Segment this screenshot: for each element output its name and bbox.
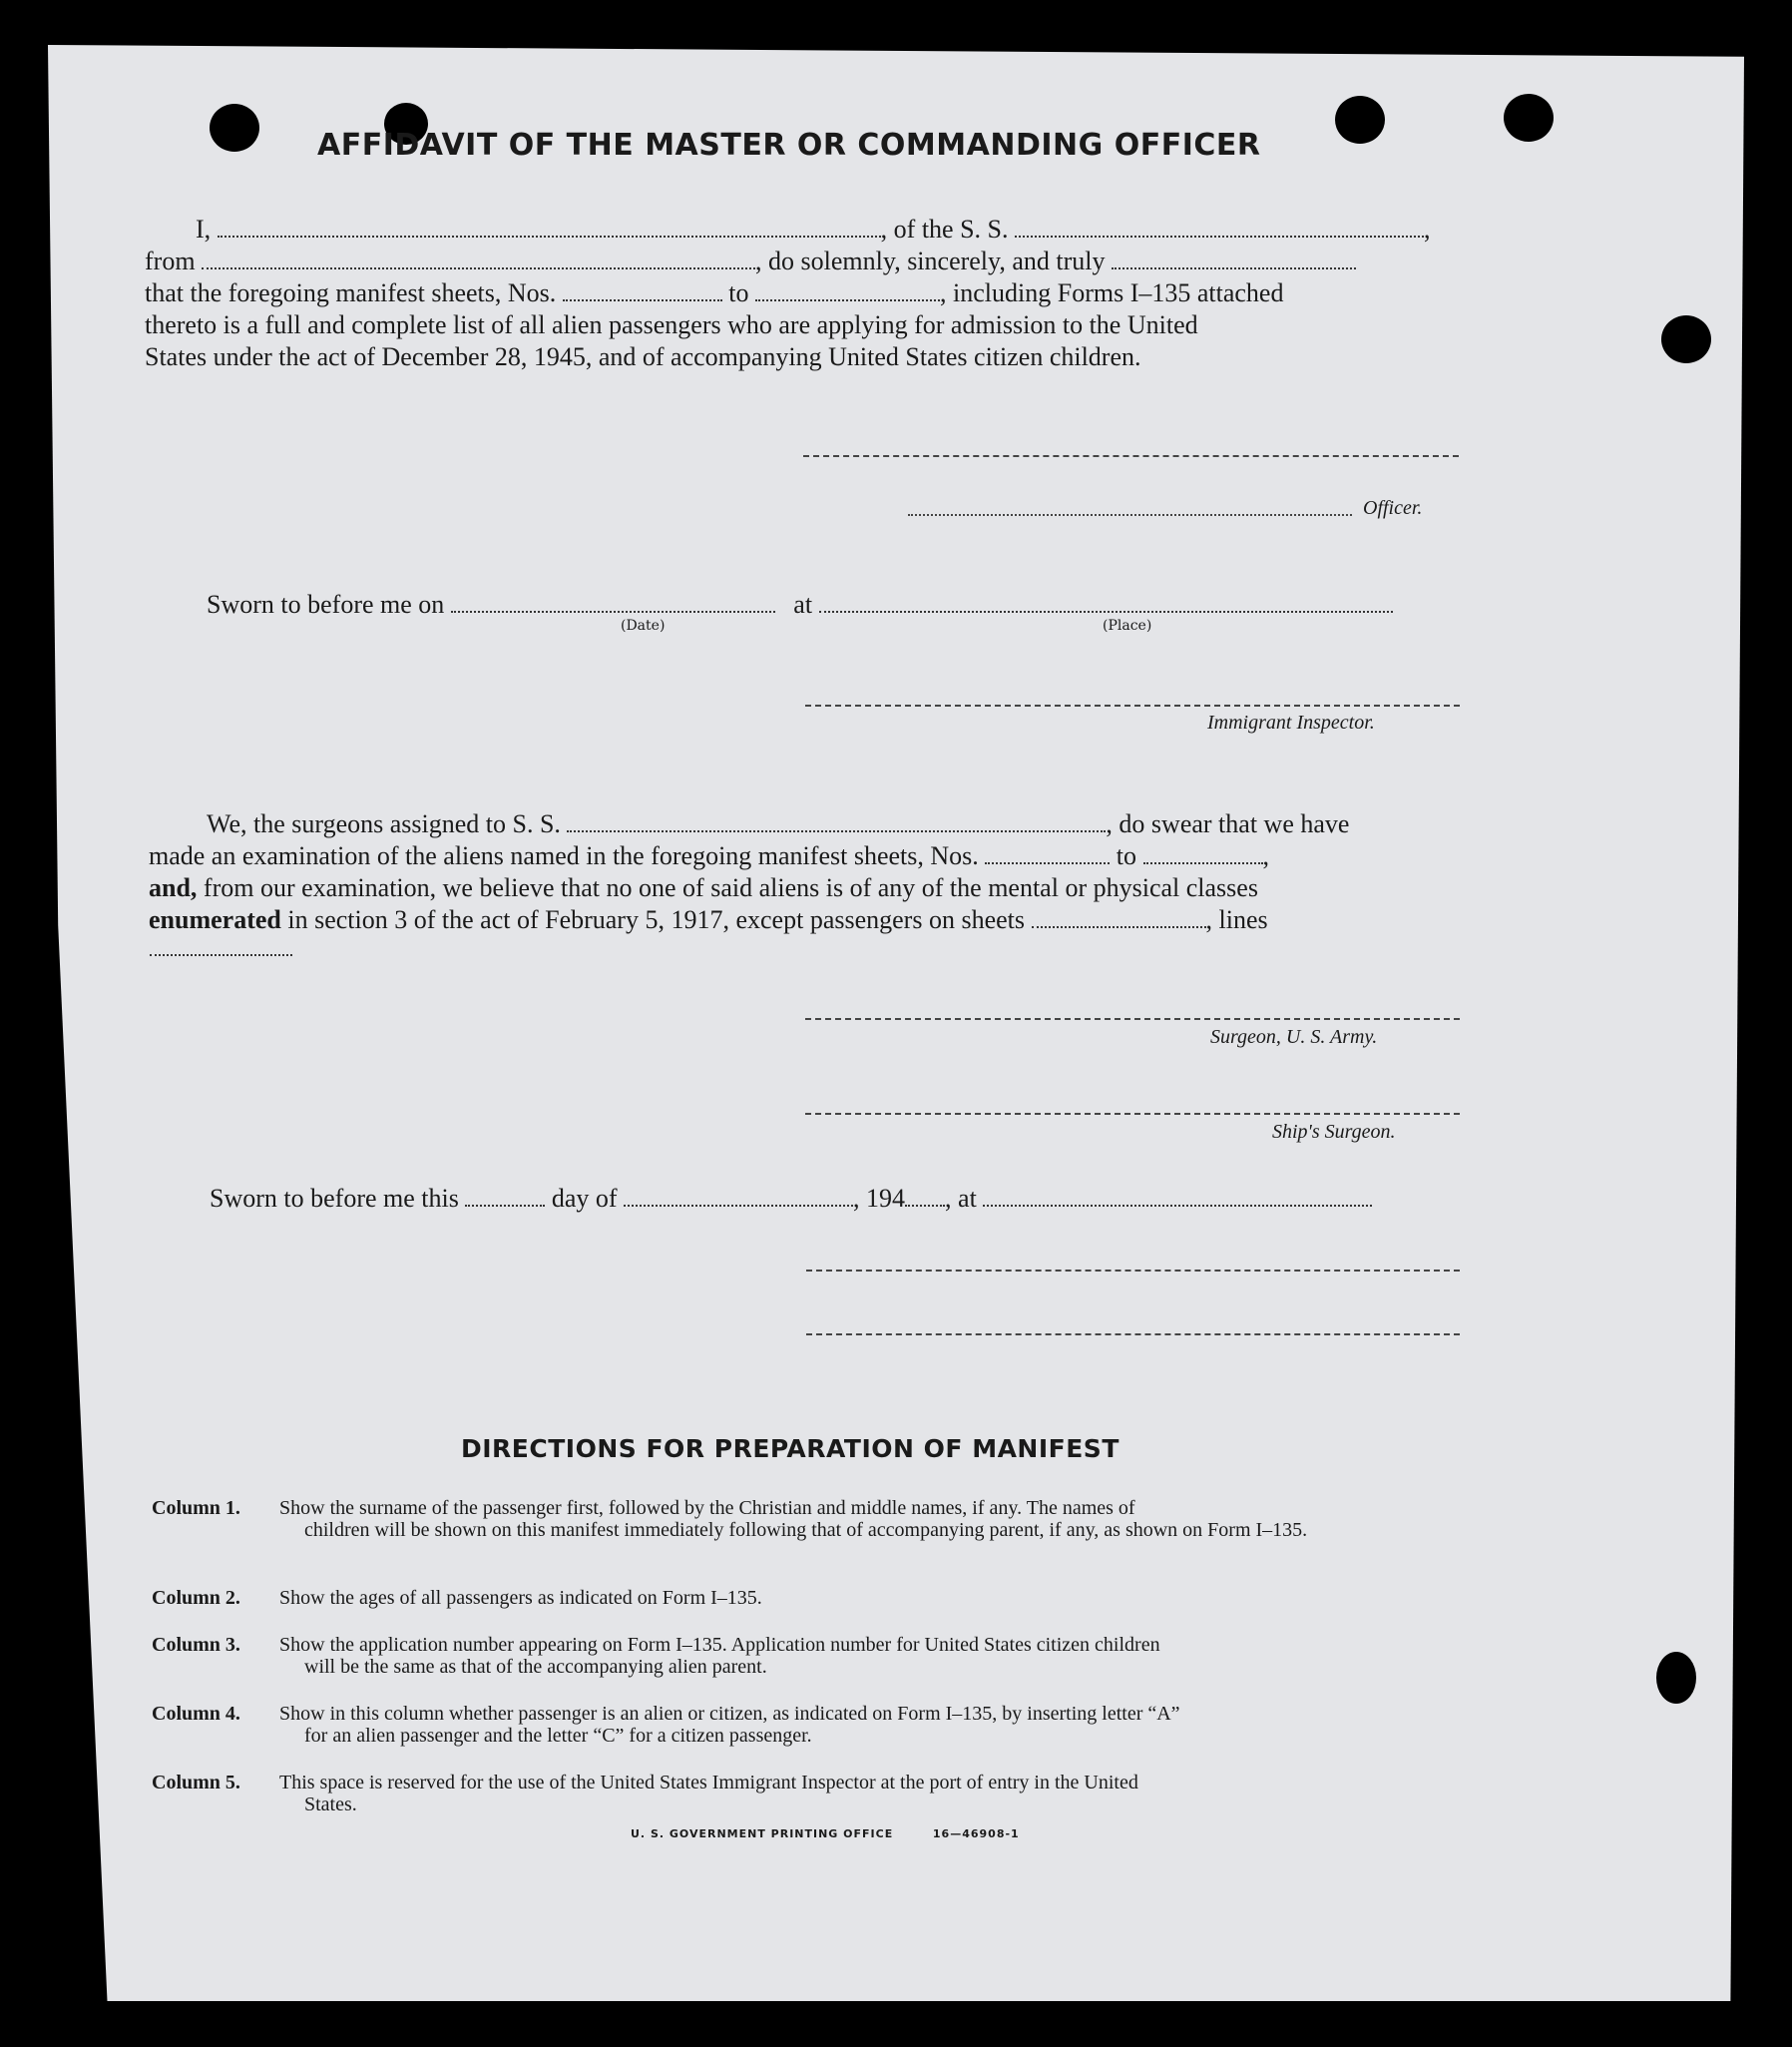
sworn-place-field[interactable] (819, 589, 1393, 613)
column-5-rest: States. (304, 1793, 357, 1815)
form-code: 16—46908-1 (932, 1827, 1020, 1840)
column-1-first-line: Show the surname of the passenger first, followed by the Christian and middle names, if any. The names of (279, 1497, 1135, 1519)
punch-hole-top-far-right (1504, 94, 1554, 142)
date-caption: (Date) (621, 618, 666, 634)
column-5-text (279, 1772, 1462, 1815)
sworn-date-field[interactable] (451, 589, 775, 613)
column-4-label: Column 4. (152, 1703, 240, 1725)
column-4-rest: for an alien passenger and the letter “C” for a citizen passenger. (304, 1725, 812, 1747)
column-5-label: Column 5. (152, 1772, 240, 1793)
column-4-text (279, 1703, 1462, 1747)
column-3-text (279, 1634, 1462, 1678)
column-3-rest: will be the same as that of the accompanying alien parent. (304, 1656, 767, 1678)
sworn2-day-of: day of (551, 1184, 618, 1213)
column-1-rest: children will be shown on this manifest immediately following that of accompanying parent, if any, as shown on Form I–135. (304, 1519, 1308, 1541)
surgeons-line4-rest: in section 3 of the act of February 5, 1917, except passengers on sheets (287, 905, 1025, 934)
directions-title: DIRECTIONS FOR PREPARATION OF MANIFEST (461, 1434, 1120, 1463)
ship-name-field[interactable] (1015, 214, 1424, 238)
sworn1-start: Sworn to before me on (207, 590, 445, 619)
surgeons-sheets-to-field[interactable] (1143, 840, 1263, 864)
column-2-label: Column 2. (152, 1587, 240, 1609)
army-surgeon-caption: Surgeon, U. S. Army. (1210, 1026, 1378, 1048)
column-2-first-line: Show the ages of all passengers as indicated on Form I–135. (279, 1587, 762, 1609)
affidavit-line-2 (145, 246, 1356, 277)
surgeons-line3-rest: from our examination, we believe that no one of said aliens is of any of the mental or physical classes (203, 873, 1258, 902)
sworn-statement-1 (207, 589, 1393, 621)
sworn2-start: Sworn to before me this (210, 1184, 459, 1213)
sworn2-signature-line-1[interactable] (806, 1270, 1460, 1272)
affidavit-line-1 (196, 214, 1431, 246)
printer-imprint (631, 1827, 1020, 1840)
surgeons-line2-to: to (1116, 841, 1136, 870)
sworn-statement-2 (210, 1183, 1372, 1215)
officer-title-line[interactable] (908, 514, 1352, 516)
surgeons-line-2 (149, 840, 1269, 872)
master-name-field[interactable] (218, 214, 881, 238)
column-3-first-line: Show the application number appearing on Form I–135. Application number for United States citizen children (279, 1634, 1160, 1656)
affidavit-line1-start: I, (196, 215, 212, 244)
column-4-first-line: Show in this column whether passenger is an alien or citizen, as indicated on Form I–135, by inserting letter “A” (279, 1703, 1180, 1725)
place-caption: (Place) (1103, 618, 1152, 634)
surgeons-line-3 (149, 872, 1258, 904)
inspector-signature-line[interactable] (805, 705, 1460, 707)
column-3-label: Column 3. (152, 1634, 240, 1656)
affidavit-line-4: thereto is a full and complete list of all alien passengers who are applying for admission to the United (145, 310, 1198, 339)
affidavit-line3-to: to (728, 278, 749, 307)
ship-surgeon-signature-line[interactable] (805, 1113, 1460, 1115)
surgeons-line1-end: , do swear that we have (1106, 809, 1350, 838)
column-1-label: Column 1. (152, 1497, 240, 1519)
sheets-to-field[interactable] (755, 277, 940, 301)
sworn2-at: , at (945, 1184, 977, 1213)
surgeons-line2-end: , (1262, 841, 1269, 870)
truly-field[interactable] (1112, 246, 1356, 269)
sworn-month-field[interactable] (624, 1183, 853, 1207)
master-signature-line[interactable] (803, 455, 1459, 457)
punch-hole-right-lower (1656, 1652, 1696, 1704)
surgeons-ship-field[interactable] (567, 808, 1106, 832)
sworn1-at: at (793, 590, 813, 619)
punch-hole-top-left (210, 104, 259, 152)
surgeons-line4-bold: enumerated (149, 905, 281, 934)
sworn2-signature-line-2[interactable] (806, 1333, 1460, 1335)
column-2-text (279, 1587, 1462, 1609)
sworn2-place-field[interactable] (983, 1183, 1372, 1207)
column-5-first-line: This space is reserved for the use of the United States Immigrant Inspector at the port of entry in the United (279, 1772, 1138, 1793)
surgeons-line4-end: , lines (1205, 905, 1268, 934)
affidavit-line1-end: , (1424, 215, 1431, 244)
affidavit-line2-mid: , do solemnly, sincerely, and truly (755, 247, 1106, 275)
column-1-text (279, 1497, 1462, 1541)
excepted-lines-field[interactable] (150, 954, 292, 956)
inspector-caption: Immigrant Inspector. (1207, 712, 1375, 734)
affidavit-line-5: States under the act of December 28, 1945, and of accompanying United States citizen children. (145, 342, 1141, 371)
surgeons-line2-start: made an examination of the aliens named in the foregoing manifest sheets, Nos. (149, 841, 979, 870)
affidavit-line-3 (145, 277, 1283, 309)
sworn-day-field[interactable] (465, 1183, 545, 1207)
punch-hole-top-right (1335, 96, 1385, 144)
surgeons-line1-start: We, the surgeons assigned to S. S. (207, 809, 561, 838)
surgeons-line3-bold: and, (149, 873, 198, 902)
affidavit-line3-start: that the foregoing manifest sheets, Nos. (145, 278, 557, 307)
affidavit-line1-mid: , of the S. S. (880, 215, 1009, 244)
sworn2-year: , 194 (853, 1184, 906, 1213)
sworn-year-field[interactable] (905, 1183, 945, 1207)
affidavit-line3-end: , including Forms I–135 attached (940, 278, 1284, 307)
officer-caption: Officer. (1363, 497, 1423, 519)
excepted-sheets-field[interactable] (1032, 904, 1206, 928)
affidavit-line2-start: from (145, 247, 196, 275)
affidavit-title: AFFIDAVIT OF THE MASTER OR COMMANDING OFFICER (317, 128, 1261, 163)
sheets-from-field[interactable] (563, 277, 722, 301)
surgeons-line-4 (149, 904, 1268, 936)
army-surgeon-signature-line[interactable] (805, 1018, 1460, 1020)
surgeons-sheets-from-field[interactable] (985, 840, 1110, 864)
printer-name: U. S. GOVERNMENT PRINTING OFFICE (631, 1827, 894, 1840)
punch-hole-right-upper (1661, 315, 1711, 363)
ship-surgeon-caption: Ship's Surgeon. (1272, 1121, 1396, 1143)
from-port-field[interactable] (202, 246, 755, 269)
surgeons-line-1 (207, 808, 1349, 840)
